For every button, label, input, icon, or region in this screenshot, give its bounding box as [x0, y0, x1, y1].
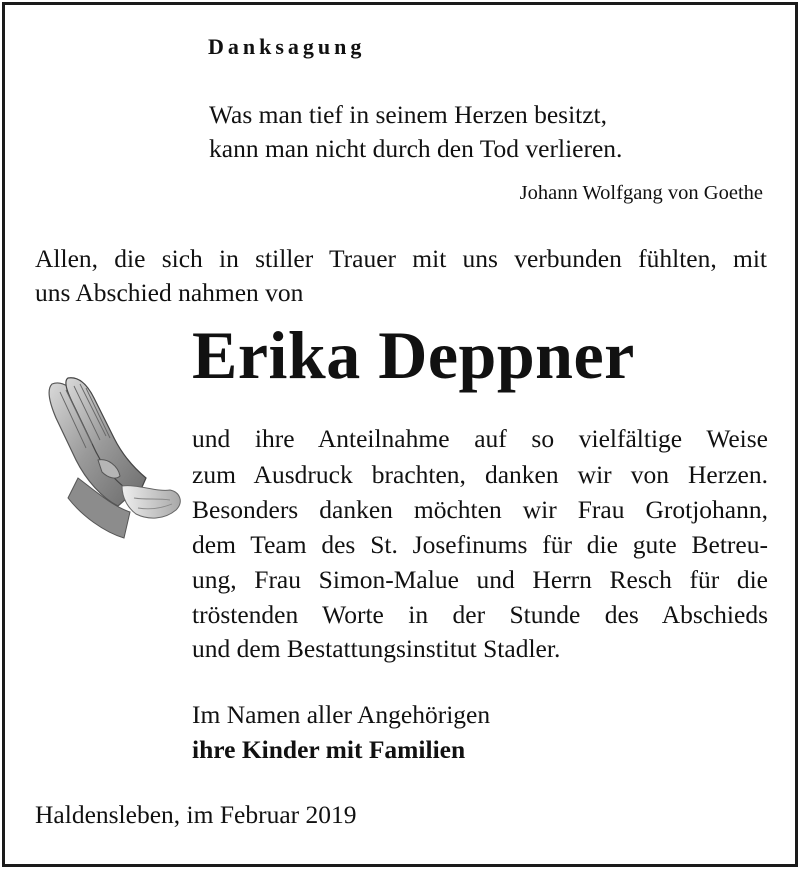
place-date: Haldensleben, im Februar 2019 — [35, 800, 357, 829]
deceased-name: Erika Deppner — [192, 317, 635, 393]
quote-line-2: kann man nicht durch den Tod verlieren. — [209, 134, 623, 163]
praying-hands-icon — [38, 374, 188, 544]
quote-author: Johann Wolfgang von Goethe — [519, 182, 763, 204]
body-line-4: dem Team des St. Josefinums für die gute Betreu- — [192, 530, 768, 559]
notice-heading: Danksagung — [208, 34, 366, 59]
intro-line-1: Allen, die sich in stiller Trauer mit uns verbunden fühlten, mit — [35, 244, 767, 273]
body-line-5: ung, Frau Simon-Malue und Herrn Resch für die — [192, 565, 768, 594]
body-line-3: Besonders danken möchten wir Frau Grotjohann, — [192, 495, 768, 524]
signature-line-2: ihre Kinder mit Familien — [192, 735, 466, 764]
quote-line-1: Was man tief in seinem Herzen besitzt, — [209, 100, 608, 129]
intro-line-2: uns Abschied nahmen von — [35, 278, 304, 307]
body-line-6: tröstenden Worte in der Stunde des Abschieds — [192, 600, 768, 629]
body-line-7: und dem Bestattungsinstitut Stadler. — [192, 634, 561, 663]
body-line-2: zum Ausdruck brachten, danken wir von Herzen. — [192, 460, 768, 489]
signature-line-1: Im Namen aller Angehörigen — [192, 700, 491, 729]
body-line-1: und ihre Anteilnahme auf so vielfältige Weise — [192, 424, 768, 453]
